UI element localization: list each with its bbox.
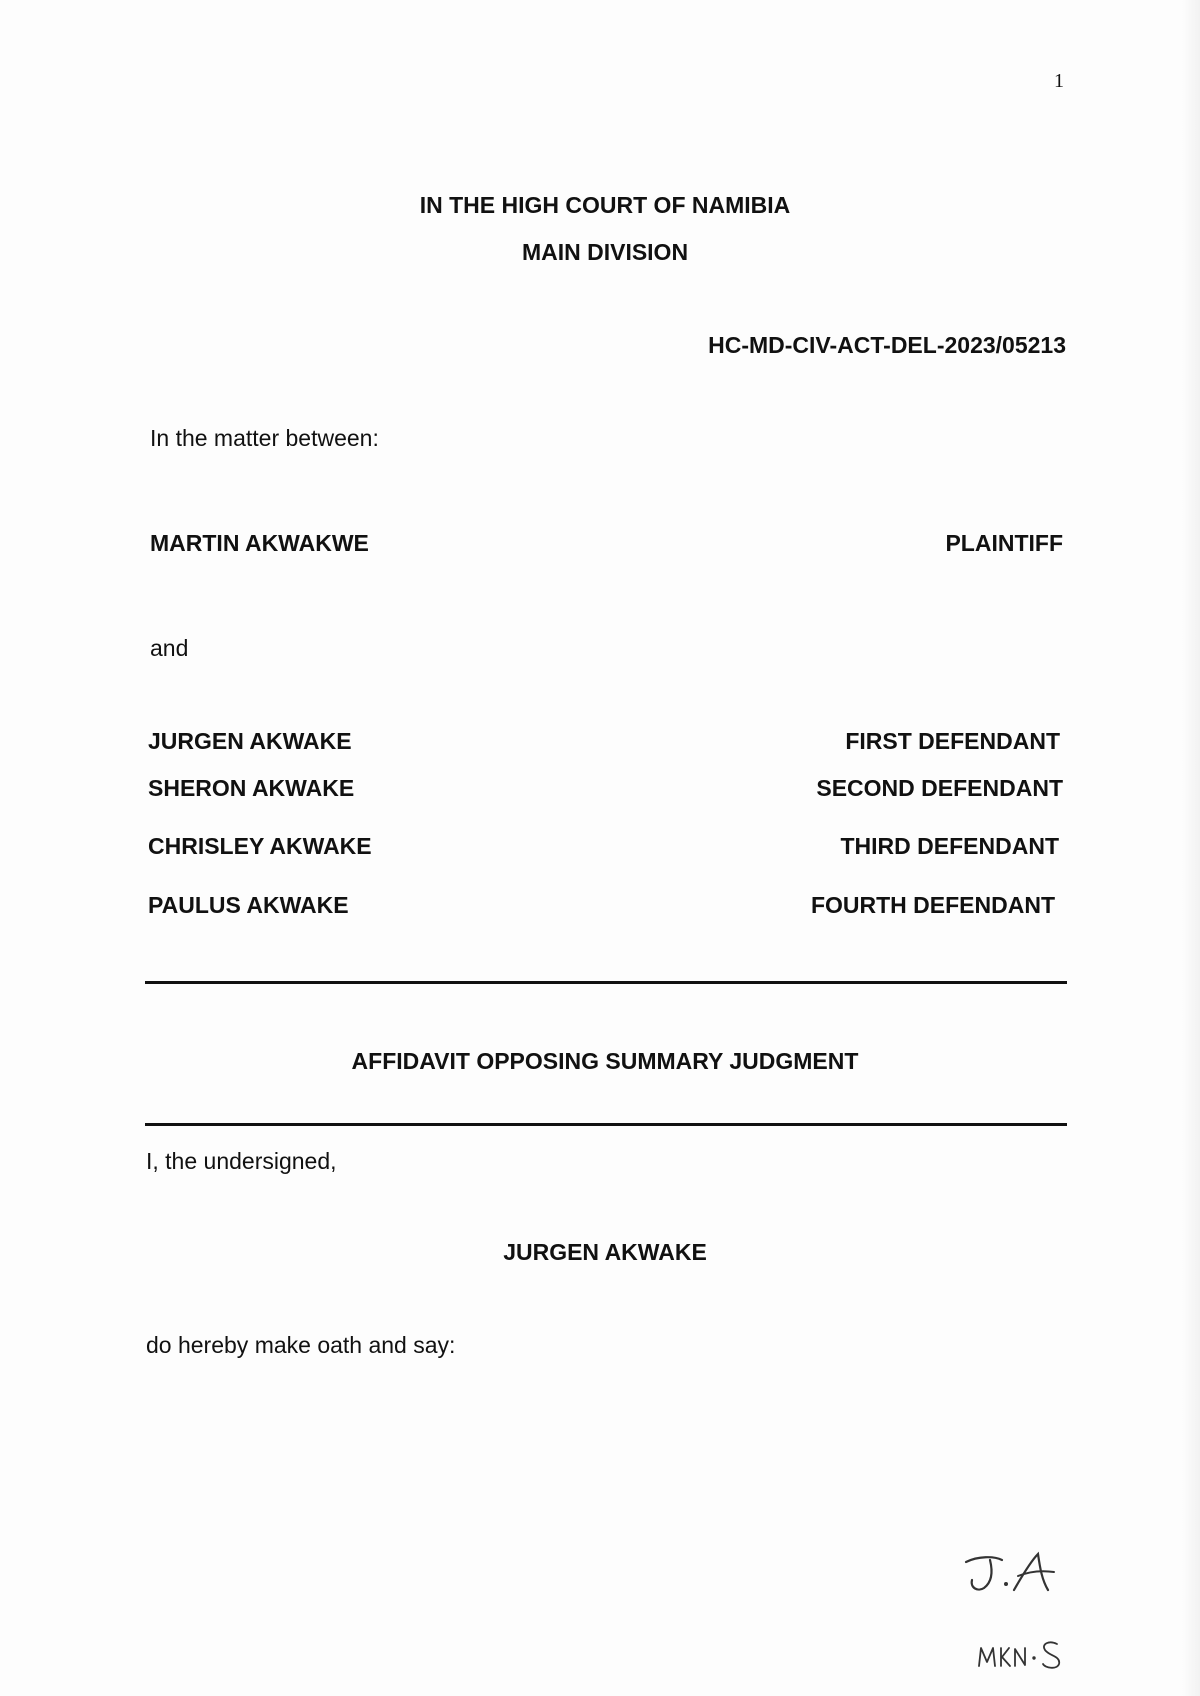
oath-line: do hereby make oath and say: <box>146 1332 456 1358</box>
undersigned-intro: I, the undersigned, <box>146 1148 337 1174</box>
defendant-name-3: CHRISLEY AKWAKE <box>148 833 372 859</box>
page-number: 1 <box>1054 70 1064 92</box>
court-division: MAIN DIVISION <box>521 239 689 265</box>
deponent-name: JURGEN AKWAKE <box>503 1239 707 1265</box>
handwritten-mark <box>975 1636 1075 1672</box>
defendant-role-2: SECOND DEFENDANT <box>816 775 1063 801</box>
document-title: AFFIDAVIT OPPOSING SUMMARY JUDGMENT <box>351 1048 859 1074</box>
plaintiff-role: PLAINTIFF <box>945 530 1063 556</box>
plaintiff-name: MARTIN AKWAKWE <box>150 530 369 556</box>
title-rule-bottom <box>145 1123 1067 1126</box>
defendant-name-2: SHERON AKWAKE <box>148 775 355 801</box>
defendant-role-3: THIRD DEFENDANT <box>840 833 1059 859</box>
court-name: IN THE HIGH COURT OF NAMIBIA <box>419 192 791 218</box>
case-number: HC-MD-CIV-ACT-DEL-2023/05213 <box>708 332 1066 358</box>
defendant-role-1: FIRST DEFENDANT <box>845 728 1060 754</box>
handwritten-initials <box>960 1548 1060 1600</box>
matter-intro: In the matter between: <box>150 425 379 451</box>
defendant-name-1: JURGEN AKWAKE <box>148 728 352 754</box>
title-rule-top <box>145 981 1067 984</box>
defendant-role-4: FOURTH DEFENDANT <box>810 892 1055 918</box>
defendant-name-4: PAULUS AKWAKE <box>148 892 349 918</box>
conjunction-and: and <box>150 635 189 661</box>
